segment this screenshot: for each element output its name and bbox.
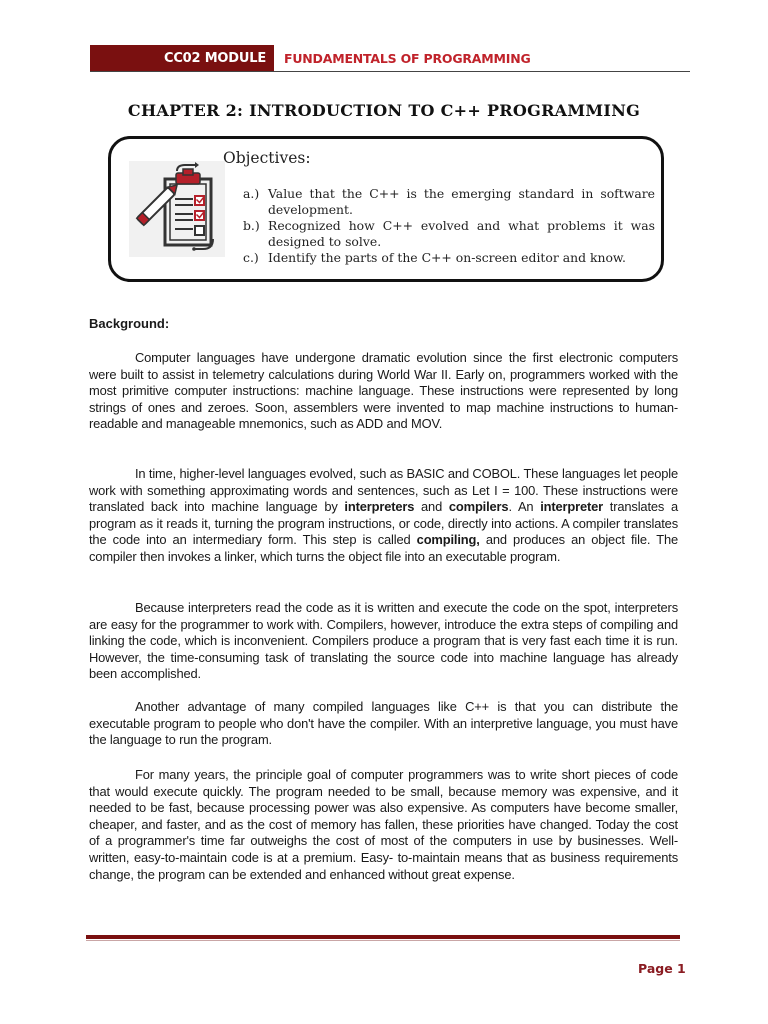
course-title: FUNDAMENTALS OF PROGRAMMING bbox=[284, 51, 531, 66]
term-interpreters: interpreters bbox=[344, 499, 415, 515]
objective-marker: a.) bbox=[243, 186, 260, 201]
paragraph-2: In time, higher-level languages evolved, such as BASIC and COBOL. These languages let people work with something approximating words and sentences, such as Let I = 100. These instructions were translated back into machine language by interpreters and compilers. An interpreter translates a program as it reads it, turning the program instructions, or code, directly into actions. A compiler translates the code into an intermediary form. This step is called compiling, and produces an object file. The compiler then invokes a linker, which turns the object file into an executable program. bbox=[89, 466, 678, 564]
objective-marker: b.) bbox=[243, 218, 260, 233]
objective-marker: c.) bbox=[243, 250, 259, 265]
page-number: Page 1 bbox=[638, 961, 686, 976]
objectives-box bbox=[108, 136, 664, 282]
objectives-heading: Objectives: bbox=[223, 149, 311, 167]
paragraph-5: For many years, the principle goal of computer programmers was to write short pieces of code that would execute quickly. The program needed to be small, because memory was expensive, and it needed to be fast, because processing power was also expensive. As computers have become smaller, cheaper, and faster, and as the cost of memory has fallen, these priorities have changed. Today the cost of a programmer's time far outweighs the cost of most of the computers in use by businesses. Well-written, easy-to-maintain code is at a premium. Easy- to-maintain means that as business requirements change, the program can be extended and enhanced without great expense. bbox=[89, 767, 678, 882]
background-heading: Background: bbox=[89, 316, 170, 331]
objectives-list bbox=[243, 186, 655, 266]
page-header bbox=[90, 45, 690, 72]
paragraph-1: Computer languages have undergone dramatic evolution since the first electronic computers were built to assist in telemetry calculations during World War II. Early on, programmers worked with the most primitive computer instructions: machine language. These instructions were represented by long strings of ones and zeroes. Soon, assemblers were invented to map machine instructions to human-readable and manageable mnemonics, such as ADD and MOV. bbox=[89, 350, 678, 432]
footer-divider bbox=[86, 935, 680, 939]
objective-item bbox=[243, 218, 655, 250]
paragraph-3: Because interpreters read the code as it is written and execute the code on the spot, interpreters are easy for the programmer to work with. Compilers, however, introduce the extra steps of compiling and linking the code, which is inconvenient. Compilers produce a program that is very fast each time it is run. However, the time-consuming task of translating the source code into machine language has already been accomplished. bbox=[89, 600, 678, 682]
objective-text: Recognized how C++ evolved and what problems it was designed to solve. bbox=[268, 218, 655, 249]
term-interpreter: interpreter bbox=[540, 499, 604, 515]
objective-text: Value that the C++ is the emerging standard in software development. bbox=[268, 186, 655, 217]
chapter-title: CHAPTER 2: INTRODUCTION TO C++ PROGRAMMING bbox=[127, 101, 641, 120]
objective-item bbox=[243, 250, 655, 266]
paragraph-4: Another advantage of many compiled languages like C++ is that you can distribute the executable program to people who don't have the compiler. With an interpretive language, you must have the language to run the program. bbox=[89, 699, 678, 748]
footer-divider-thin bbox=[86, 940, 680, 941]
term-compiling: compiling, bbox=[416, 532, 480, 548]
clipboard-checklist-icon bbox=[129, 161, 225, 257]
term-compilers: compilers bbox=[448, 499, 509, 515]
objective-text: Identify the parts of the C++ on-screen editor and know. bbox=[268, 250, 626, 265]
module-label: CC02 MODULE bbox=[90, 45, 274, 71]
objective-item bbox=[243, 186, 655, 218]
